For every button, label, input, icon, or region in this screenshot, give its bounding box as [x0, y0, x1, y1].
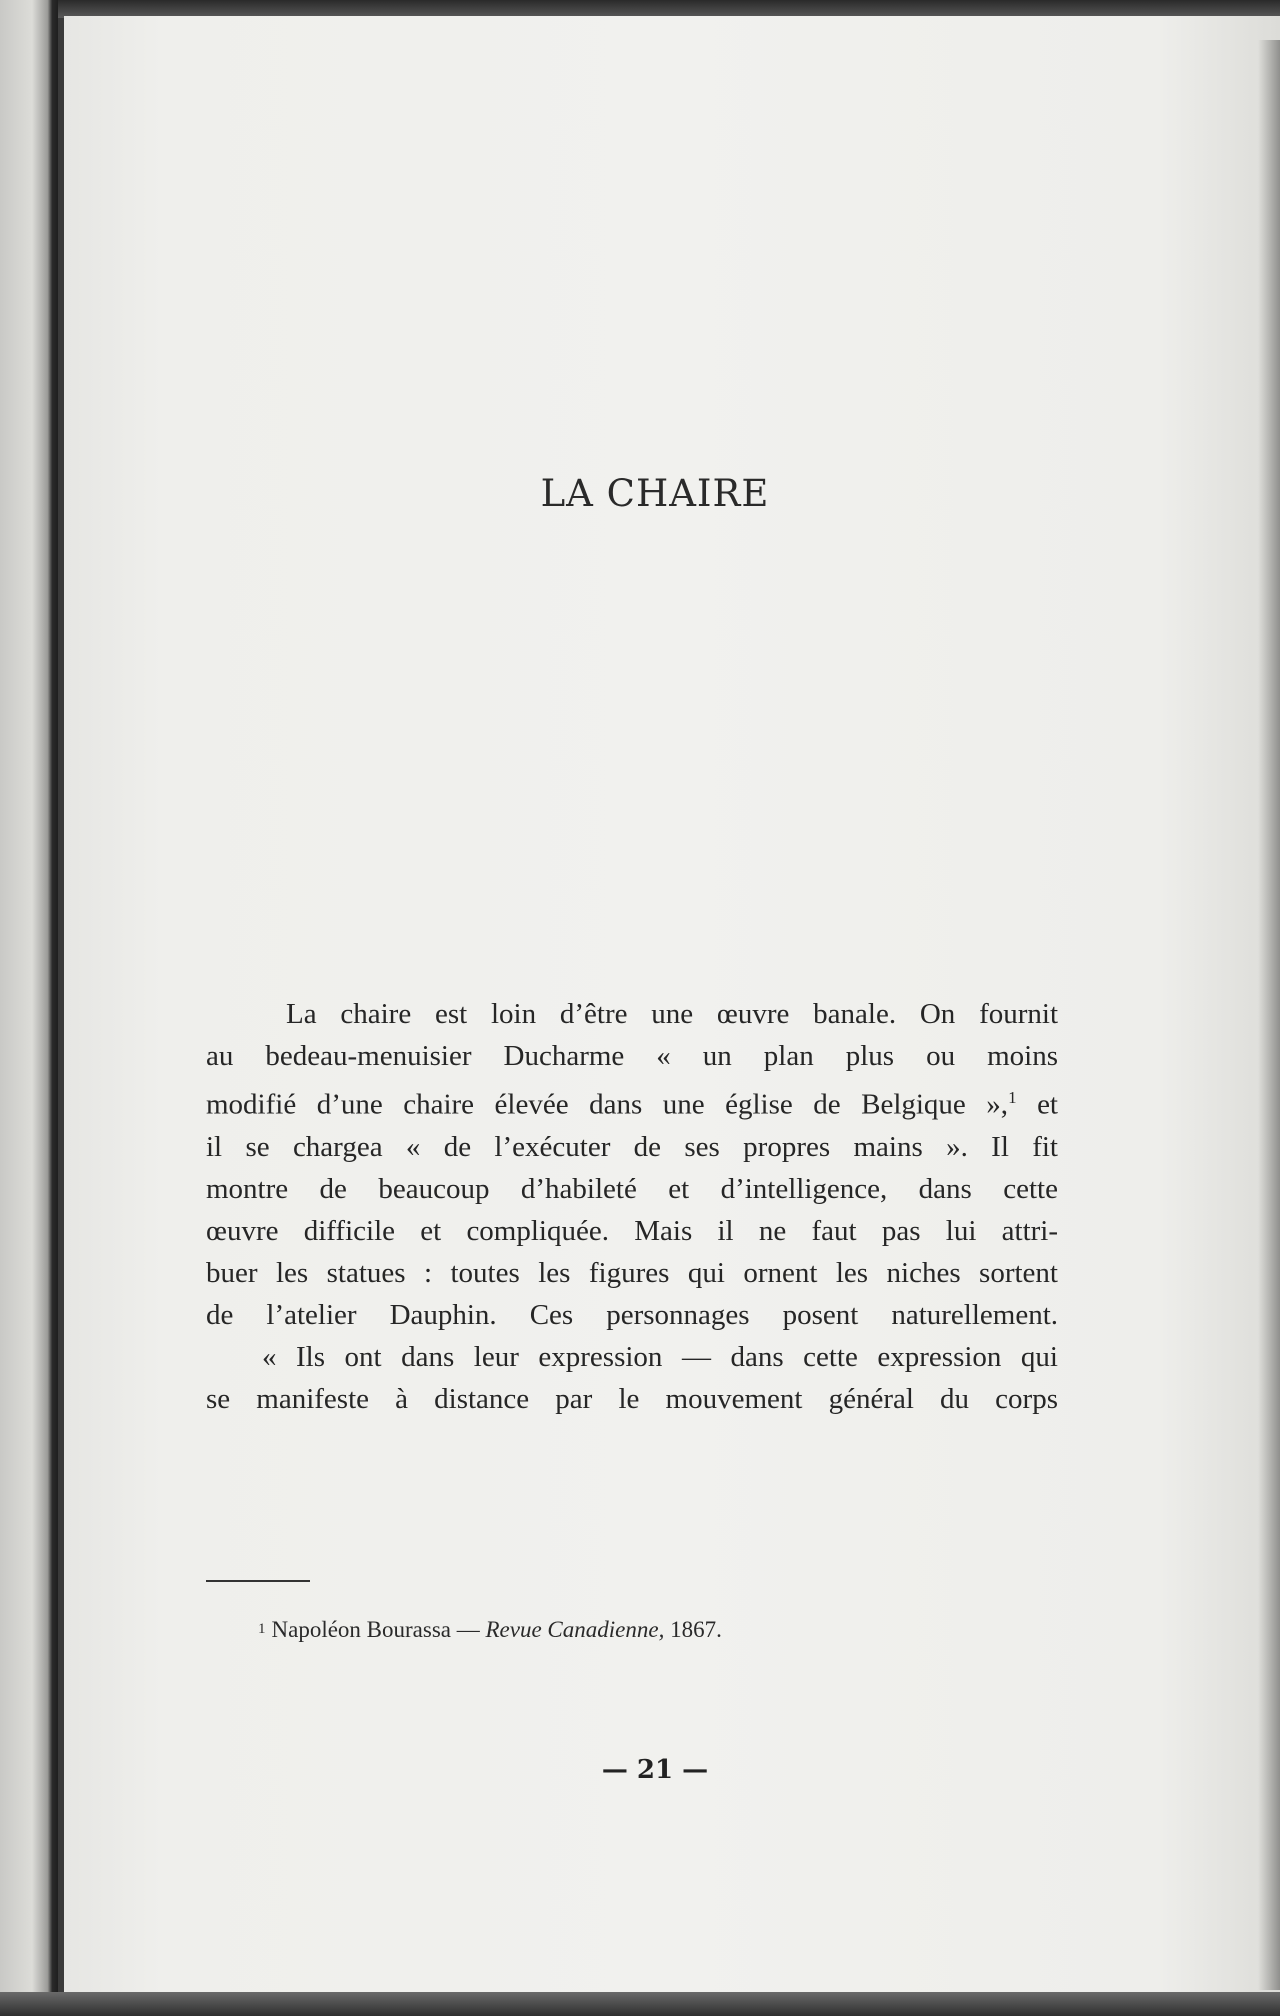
- adjacent-page-edge: [0, 0, 58, 2016]
- text-line: montre de beaucoup d’habileté et d’intelligence, dans cette: [206, 1172, 1058, 1205]
- text-line: au bedeau-menuisier Ducharme « un plan plus ou moins: [206, 1040, 1058, 1072]
- text-line: buer les statues : toutes les figures qui ornent les niches sortent: [206, 1256, 1058, 1289]
- footnote-number: 1: [258, 1621, 266, 1637]
- chapter-title: LA CHAIRE: [540, 472, 770, 515]
- text-line: œuvre difficile et compliquée. Mais il ne faut pas lui attri-: [206, 1214, 1058, 1247]
- footnote-year: 1867.: [670, 1617, 722, 1642]
- footnote-author: Napoléon Bourassa —: [271, 1617, 480, 1642]
- text-line: La chaire est loin d’être une œuvre banale. On fournit: [286, 998, 1058, 1030]
- text-line: se manifeste à distance par le mouvement général du corps: [206, 1382, 1058, 1415]
- text-line: de l’atelier Dauphin. Ces personnages posent naturellement.: [206, 1298, 1058, 1331]
- text-line: il se chargea « de l’exécuter de ses propres mains ». Il fit: [206, 1130, 1058, 1163]
- text-line-segment: modifié d’une chaire élevée dans une église de Belgique »,: [206, 1088, 1009, 1121]
- footnote-reference: 1: [1008, 1088, 1017, 1107]
- footnote: [258, 1617, 722, 1643]
- scanner-bottom-edge: [0, 1992, 1280, 2016]
- text-line-with-footnote: [206, 1077, 1058, 1126]
- page-number: — 21 —: [601, 1755, 709, 1785]
- page-right-shadow: [1258, 40, 1280, 1990]
- footnote-rule: [206, 1580, 310, 1582]
- text-line-tail: et: [1037, 1088, 1058, 1121]
- body-paragraph: [206, 993, 1058, 1420]
- footnote-source: Revue Canadienne,: [485, 1617, 665, 1642]
- text-line: « Ils ont dans leur expression — dans cette expression qui: [262, 1340, 1058, 1373]
